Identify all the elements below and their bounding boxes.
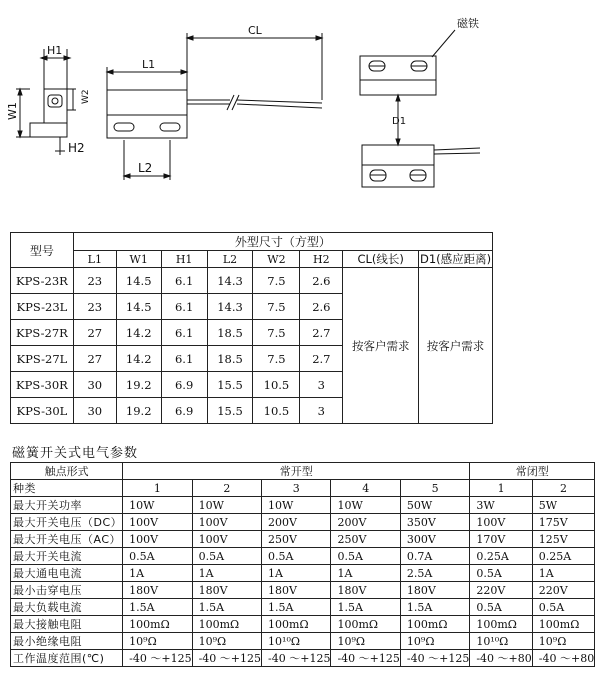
model-cell: KPS-23R xyxy=(11,268,74,294)
table-row xyxy=(11,497,595,514)
l2-label: L2 xyxy=(138,161,153,175)
param-value: 3W xyxy=(470,497,532,514)
h1-cell: 6.9 xyxy=(161,372,207,398)
cl-value: 按客户需求 xyxy=(343,268,419,424)
param-value: 100V xyxy=(470,514,532,531)
w1-cell: 14.2 xyxy=(116,346,161,372)
param-label: 工作温度范围(℃) xyxy=(11,650,123,667)
model-cell: KPS-30L xyxy=(11,398,74,424)
d1-label: D1 xyxy=(392,116,407,127)
param-value: 100V xyxy=(123,531,192,548)
col-h2: H2 xyxy=(300,251,343,268)
h1-label: H1 xyxy=(47,44,63,57)
l1-cell: 27 xyxy=(73,346,116,372)
table-row xyxy=(11,616,595,633)
param-label: 最大接触电阻 xyxy=(11,616,123,633)
param-value: 10⁹Ω xyxy=(331,633,400,650)
normally-open-header: 常开型 xyxy=(123,463,470,480)
h2-label: H2 xyxy=(68,141,85,155)
param-value: 0.5A xyxy=(262,548,331,565)
type-cell: 4 xyxy=(331,480,400,497)
param-value: -40 ～+125 xyxy=(331,650,400,667)
table-row xyxy=(11,599,595,616)
param-value: 10W xyxy=(262,497,331,514)
param-value: 100mΩ xyxy=(331,616,400,633)
param-value: 100mΩ xyxy=(470,616,532,633)
param-value: 180V xyxy=(400,582,469,599)
l1-cell: 27 xyxy=(73,320,116,346)
electrical-params-title: 磁簧开关式电气参数 xyxy=(12,446,139,461)
w2-cell: 7.5 xyxy=(253,320,300,346)
technical-drawing xyxy=(0,0,502,225)
h1-cell: 6.1 xyxy=(161,294,207,320)
param-value: 175V xyxy=(532,514,594,531)
h1-cell: 6.1 xyxy=(161,346,207,372)
w1-cell: 19.2 xyxy=(116,398,161,424)
param-value: 100mΩ xyxy=(400,616,469,633)
param-value: 1.5A xyxy=(262,599,331,616)
l1-cell: 23 xyxy=(73,268,116,294)
d1-value: 按客户需求 xyxy=(419,268,493,424)
table-row xyxy=(11,531,595,548)
w1-cell: 14.5 xyxy=(116,268,161,294)
sensing-view xyxy=(360,16,480,187)
w2-label: W2 xyxy=(81,89,91,104)
param-value: 220V xyxy=(470,582,532,599)
param-value: 1.5A xyxy=(331,599,400,616)
param-value: 100mΩ xyxy=(262,616,331,633)
param-label: 最大开关电压（DC） xyxy=(11,514,123,531)
param-value: 100V xyxy=(192,531,261,548)
h2-cell: 2.7 xyxy=(300,346,343,372)
model-cell: KPS-23L xyxy=(11,294,74,320)
h1-cell: 6.1 xyxy=(161,268,207,294)
type-label: 种类 xyxy=(11,480,123,497)
col-d1: D1(感应距离) xyxy=(419,252,492,266)
param-value: 0.5A xyxy=(470,599,532,616)
main-view xyxy=(107,24,322,180)
param-label: 最小绝缘电阻 xyxy=(11,633,123,650)
param-value: 1A xyxy=(192,565,261,582)
param-value: 0.5A xyxy=(532,599,594,616)
col-w1: W1 xyxy=(116,251,161,268)
param-value: 0.7A xyxy=(400,548,469,565)
w2-cell: 10.5 xyxy=(253,398,300,424)
param-value: 10W xyxy=(192,497,261,514)
l2-cell: 15.5 xyxy=(207,372,253,398)
param-value: 100mΩ xyxy=(123,616,192,633)
l1-cell: 23 xyxy=(73,294,116,320)
model-cell: KPS-27R xyxy=(11,320,74,346)
l2-cell: 14.3 xyxy=(207,294,253,320)
w2-cell: 7.5 xyxy=(253,268,300,294)
param-value: -40 ～+80 xyxy=(532,650,594,667)
h2-cell: 3 xyxy=(300,372,343,398)
param-label: 最大开关电压（AC） xyxy=(11,531,123,548)
param-value: 10⁹Ω xyxy=(192,633,261,650)
col-w2: W2 xyxy=(253,251,300,268)
electrical-rows xyxy=(11,497,595,667)
table-row xyxy=(11,650,595,667)
w2-cell: 7.5 xyxy=(253,294,300,320)
table-row xyxy=(11,514,595,531)
model-header: 型号 xyxy=(11,233,74,268)
model-cell: KPS-30R xyxy=(11,372,74,398)
param-value: 125V xyxy=(532,531,594,548)
h1-cell: 6.9 xyxy=(161,398,207,424)
table-row xyxy=(11,268,493,294)
param-value: 100mΩ xyxy=(532,616,594,633)
l2-cell: 14.3 xyxy=(207,268,253,294)
param-value: -40 ～+125 xyxy=(262,650,331,667)
param-value: 180V xyxy=(331,582,400,599)
col-l2: L2 xyxy=(207,251,253,268)
dimensions-table xyxy=(10,232,493,424)
param-value: 1A xyxy=(532,565,594,582)
param-value: 1A xyxy=(331,565,400,582)
param-value: 170V xyxy=(470,531,532,548)
param-value: 100V xyxy=(123,514,192,531)
l2-cell: 15.5 xyxy=(207,398,253,424)
cl-label: CL xyxy=(248,24,262,37)
param-value: 10W xyxy=(331,497,400,514)
table-row xyxy=(11,633,595,650)
param-value: 10⁹Ω xyxy=(532,633,594,650)
param-value: 100V xyxy=(192,514,261,531)
param-value: 50W xyxy=(400,497,469,514)
param-value: 0.25A xyxy=(470,548,532,565)
w1-cell: 14.5 xyxy=(116,294,161,320)
param-value: 200V xyxy=(331,514,400,531)
param-value: -40 ～+125 xyxy=(192,650,261,667)
l1-label: L1 xyxy=(142,58,156,71)
param-value: 0.5A xyxy=(470,565,532,582)
h2-cell: 2.6 xyxy=(300,294,343,320)
param-value: 0.5A xyxy=(192,548,261,565)
param-value: 1.5A xyxy=(123,599,192,616)
param-value: 180V xyxy=(192,582,261,599)
l1-cell: 30 xyxy=(73,398,116,424)
w1-cell: 19.2 xyxy=(116,372,161,398)
param-value: 10¹⁰Ω xyxy=(470,633,532,650)
normally-closed-header: 常闭型 xyxy=(470,463,595,480)
param-value: 1A xyxy=(123,565,192,582)
param-value: 180V xyxy=(123,582,192,599)
param-label: 最大开关功率 xyxy=(11,497,123,514)
col-l1: L1 xyxy=(73,251,116,268)
param-value: 10¹⁰Ω xyxy=(262,633,331,650)
param-value: -40 ～+125 xyxy=(123,650,192,667)
electrical-params-table xyxy=(10,462,595,667)
table-row xyxy=(11,582,595,599)
w2-cell: 7.5 xyxy=(253,346,300,372)
h2-cell: 3 xyxy=(300,398,343,424)
col-cl: CL(线长) xyxy=(343,251,419,268)
param-value: 1A xyxy=(262,565,331,582)
param-value: 5W xyxy=(532,497,594,514)
type-cell: 2 xyxy=(532,480,594,497)
param-value: 0.5A xyxy=(331,548,400,565)
param-label: 最大负载电流 xyxy=(11,599,123,616)
param-value: 180V xyxy=(262,582,331,599)
param-value: 10⁹Ω xyxy=(400,633,469,650)
param-value: 0.5A xyxy=(123,548,192,565)
param-value: 350V xyxy=(400,514,469,531)
h2-cell: 2.7 xyxy=(300,320,343,346)
param-value: 10⁹Ω xyxy=(123,633,192,650)
w2-cell: 10.5 xyxy=(253,372,300,398)
param-value: -40 ～+125 xyxy=(400,650,469,667)
table-row xyxy=(11,480,595,497)
param-value: 250V xyxy=(262,531,331,548)
l2-cell: 18.5 xyxy=(207,346,253,372)
contact-form-header: 触点形式 xyxy=(11,463,123,480)
type-cell: 3 xyxy=(262,480,331,497)
col-h1: H1 xyxy=(161,251,207,268)
dimension-group-header: 外型尺寸（方型） xyxy=(73,233,492,251)
table-row xyxy=(11,548,595,565)
param-value: 1.5A xyxy=(192,599,261,616)
type-cell: 1 xyxy=(470,480,532,497)
param-value: 10W xyxy=(123,497,192,514)
h1-cell: 6.1 xyxy=(161,320,207,346)
param-value: 0.25A xyxy=(532,548,594,565)
h2-cell: 2.6 xyxy=(300,268,343,294)
w1-label: W1 xyxy=(6,102,19,120)
param-value: 200V xyxy=(262,514,331,531)
model-cell: KPS-27L xyxy=(11,346,74,372)
type-cell: 2 xyxy=(192,480,261,497)
param-label: 最小击穿电压 xyxy=(11,582,123,599)
l2-cell: 18.5 xyxy=(207,320,253,346)
param-value: -40 ～+80 xyxy=(470,650,532,667)
param-value: 300V xyxy=(400,531,469,548)
param-value: 2.5A xyxy=(400,565,469,582)
param-value: 250V xyxy=(331,531,400,548)
w1-cell: 14.2 xyxy=(116,320,161,346)
type-cell: 5 xyxy=(400,480,469,497)
param-value: 100mΩ xyxy=(192,616,261,633)
magnet-label: 磁铁 xyxy=(457,17,479,30)
param-value: 1.5A xyxy=(400,599,469,616)
table-row xyxy=(11,565,595,582)
param-value: 220V xyxy=(532,582,594,599)
type-cell: 1 xyxy=(123,480,192,497)
param-label: 最大开关电流 xyxy=(11,548,123,565)
side-view xyxy=(6,44,91,155)
l1-cell: 30 xyxy=(73,372,116,398)
param-label: 最大通电电流 xyxy=(11,565,123,582)
